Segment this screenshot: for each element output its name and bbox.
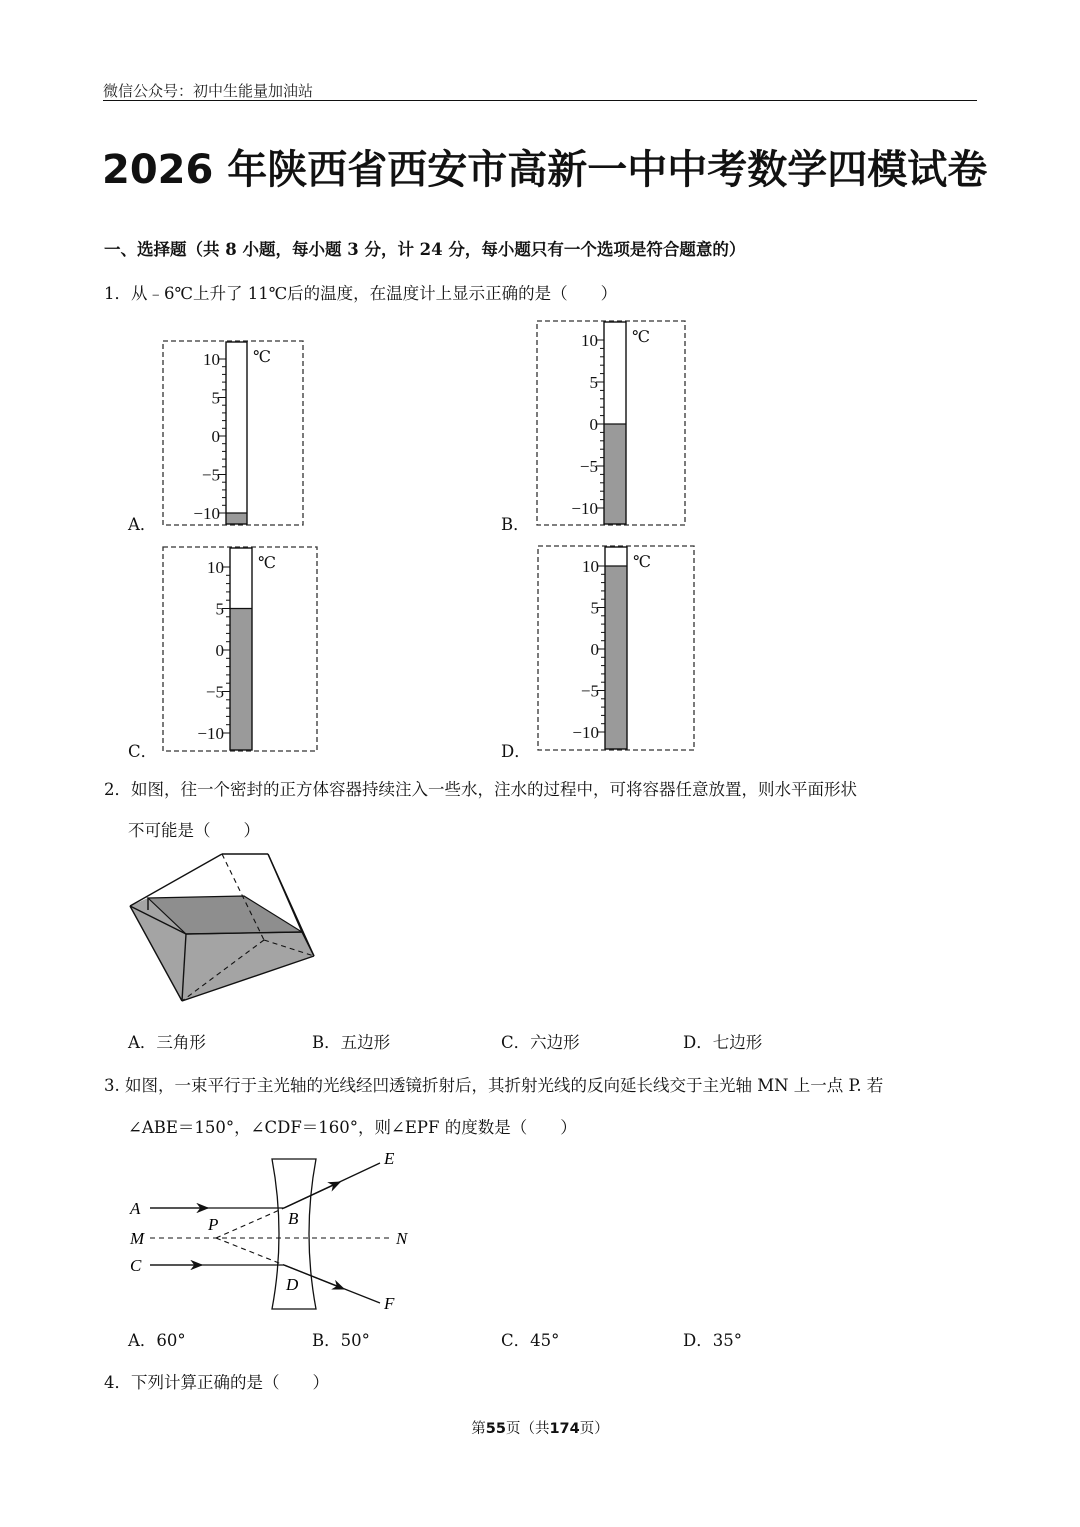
q1-option-c-label: C． [128, 742, 158, 761]
tick-label: 5 [211, 388, 220, 408]
header-text: 微信公众号：初中生能量加油站 [103, 82, 314, 100]
label-a: A [130, 1199, 141, 1218]
tick-label: 0 [590, 640, 599, 659]
thermometer-mercury [604, 424, 626, 524]
tick-label: 10 [203, 350, 220, 369]
q2-option-d-label: D． [683, 1033, 713, 1052]
q2-option-a [128, 1029, 206, 1053]
tick-label: 10 [207, 558, 224, 577]
thermometer-tube [226, 342, 247, 524]
q3-option-a [128, 1327, 186, 1351]
q2-option-c-label: C． [501, 1033, 531, 1052]
tick-label: −10 [572, 723, 599, 742]
q1-thermometer-a [162, 340, 304, 526]
q1-thermometer-b [536, 320, 686, 526]
q3-option-c-text: 45° [530, 1331, 560, 1350]
extension-pd [216, 1238, 284, 1265]
q3-stem-line2: ∠ABE＝150°，∠CDF＝160°，则∠EPF 的度数是（ ） [128, 1118, 577, 1137]
q3-option-a-text: 60° [156, 1331, 186, 1350]
q2-stem-line1: 2．如图，往一个密封的正方体容器持续注入一些水，注水的过程中，可将容器任意放置，则水平面形状 [104, 780, 857, 799]
q3-option-b-text: 50° [340, 1331, 370, 1350]
q2-option-b [312, 1029, 390, 1053]
unit-label: ℃ [258, 555, 276, 572]
footer-page-number: 55 [485, 1421, 506, 1437]
label-n: N [396, 1229, 408, 1248]
q2-option-b-label: B． [312, 1033, 341, 1052]
q4-stem: 4．下列计算正确的是（ ） [104, 1373, 329, 1392]
unit-label: ℃ [633, 554, 651, 571]
tick-label: 10 [582, 557, 599, 576]
tick-label: 10 [581, 331, 598, 350]
footer-mid: 页（共 [505, 1421, 550, 1437]
q2-option-b-text: 五边形 [340, 1033, 391, 1052]
q2-option-a-label: A． [128, 1033, 157, 1052]
q2-stem-line2: 不可能是（ ） [128, 821, 260, 840]
tick-label: −10 [571, 499, 598, 518]
label-c: C [130, 1256, 142, 1275]
q2-option-a-text: 三角形 [156, 1033, 206, 1052]
q1-option-a-label: A． [128, 515, 157, 534]
section-heading: 一、选择题（共 8 小题，每小题 3 分，计 24 分，每小题只有一个选项是符合题意的） [104, 240, 746, 259]
q3-option-d [683, 1327, 742, 1351]
q3-option-b-label: B． [312, 1331, 341, 1350]
tick-label: 5 [589, 373, 598, 392]
tick-label: −5 [201, 465, 220, 485]
tick-label: −10 [193, 504, 220, 523]
q1-thermometer-c [162, 546, 318, 752]
q1-thermometer-d [537, 545, 695, 751]
label-m: M [130, 1229, 145, 1248]
label-d: D [286, 1275, 299, 1294]
q3-option-d-text: 35° [712, 1331, 742, 1350]
q1-stem: 1．从﹣6℃上升了 11℃后的温度，在温度计上显示正确的是（ ） [104, 284, 618, 303]
tick-label: 0 [211, 427, 220, 446]
header-rule [103, 100, 977, 101]
q1-option-d-label: D． [501, 742, 531, 761]
tick-label: 0 [589, 415, 598, 434]
unit-label: ℃ [253, 349, 271, 366]
thermometer-frame [163, 341, 303, 525]
q3-stem-line1: 3. 如图，一束平行于主光轴的光线经凹透镜折射后，其折射光线的反向延长线交于主光轴 MN 上一点 P. 若 [104, 1076, 884, 1095]
page-footer [0, 1417, 1080, 1438]
q2-option-d [683, 1029, 762, 1053]
q1-option-b-label: B． [501, 515, 530, 534]
tick-label: −10 [197, 724, 224, 743]
tick-label: −5 [205, 682, 224, 702]
tick-label: 0 [215, 641, 224, 660]
q2-cube-figure [126, 848, 322, 1008]
q3-option-c-label: C． [501, 1331, 531, 1350]
page-title: 2026 年陕西省西安市高新一中中考数学四模试卷 [102, 147, 988, 193]
q3-option-c [501, 1327, 559, 1351]
tick-label: −5 [579, 457, 598, 476]
q3-option-d-label: D． [683, 1331, 713, 1350]
tick-label: 5 [215, 599, 224, 619]
label-f: F [384, 1294, 395, 1313]
thermometer-mercury [230, 609, 252, 751]
extension-pb [216, 1208, 284, 1238]
q3-option-a-label: A． [128, 1331, 157, 1350]
q2-option-d-text: 七边形 [712, 1033, 763, 1052]
label-b: B [288, 1209, 299, 1228]
tick-label: −5 [580, 681, 599, 701]
q2-option-c-text: 六边形 [530, 1033, 580, 1052]
q3-lens-figure [124, 1143, 420, 1315]
footer-pre: 第 [471, 1421, 486, 1437]
q3-option-b [312, 1327, 370, 1351]
label-p: P [208, 1215, 219, 1234]
unit-label: ℃ [632, 329, 650, 346]
thermometer-mercury [226, 513, 247, 524]
footer-post: 页） [579, 1421, 609, 1437]
tick-label: 5 [590, 598, 599, 618]
label-e: E [384, 1149, 395, 1168]
thermometer-mercury [605, 566, 627, 749]
footer-total-pages: 174 [549, 1421, 580, 1437]
q2-option-c [501, 1029, 580, 1053]
